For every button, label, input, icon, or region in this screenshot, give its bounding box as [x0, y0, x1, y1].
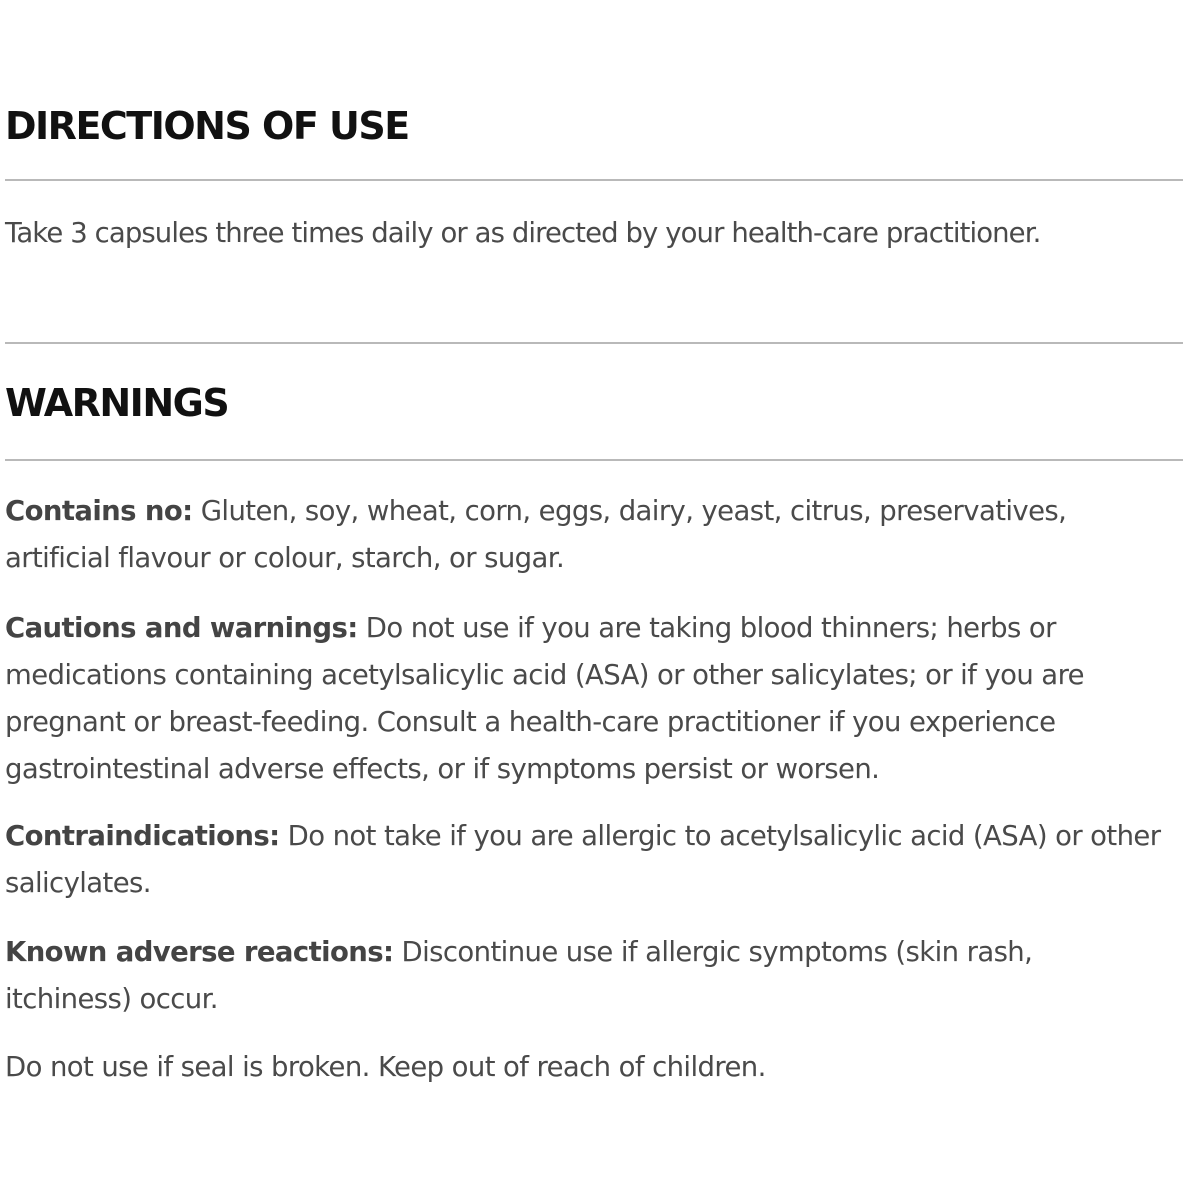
- cautions-label: Cautions and warnings:: [5, 612, 358, 644]
- contains-no-label: Contains no:: [5, 495, 193, 527]
- directions-text: Take 3 capsules three times daily or as directed by your health-care practitioner.: [5, 217, 1041, 249]
- adverse-reactions-label: Known adverse reactions:: [5, 936, 394, 968]
- contains-no-text: Gluten, soy, wheat, corn, eggs, dairy, yeast, citrus, preservatives, artificial flavour or colour, starch, or sugar.: [5, 495, 1067, 574]
- product-info-panel: [5, 0, 1183, 1200]
- contains-no-paragraph: [5, 488, 1155, 582]
- contraindications-label: Contraindications:: [5, 820, 280, 852]
- seal-notice: Do not use if seal is broken. Keep out of reach of children.: [5, 1051, 766, 1083]
- adverse-reactions-text: Discontinue use if allergic symptoms (skin rash, itchiness) occur.: [5, 936, 1033, 1015]
- contraindications-text: Do not take if you are allergic to acetylsalicylic acid (ASA) or other salicylates.: [5, 820, 1161, 899]
- divider: [5, 179, 1183, 181]
- cautions-paragraph: [5, 605, 1170, 793]
- directions-heading: DIRECTIONS OF USE: [5, 104, 409, 148]
- adverse-reactions-paragraph: [5, 929, 1145, 1023]
- contraindications-paragraph: [5, 813, 1183, 907]
- warnings-heading: WARNINGS: [5, 381, 229, 425]
- divider: [5, 459, 1183, 461]
- divider: [5, 342, 1183, 344]
- cautions-text: Do not use if you are taking blood thinners; herbs or medications containing acetylsalicylic acid (ASA) or other salicylates; or if you are pregnant or breast-feeding. Consult a health-care practitioner if you experience gastrointestinal adverse effects, or if symptoms persist or worsen.: [5, 612, 1084, 785]
